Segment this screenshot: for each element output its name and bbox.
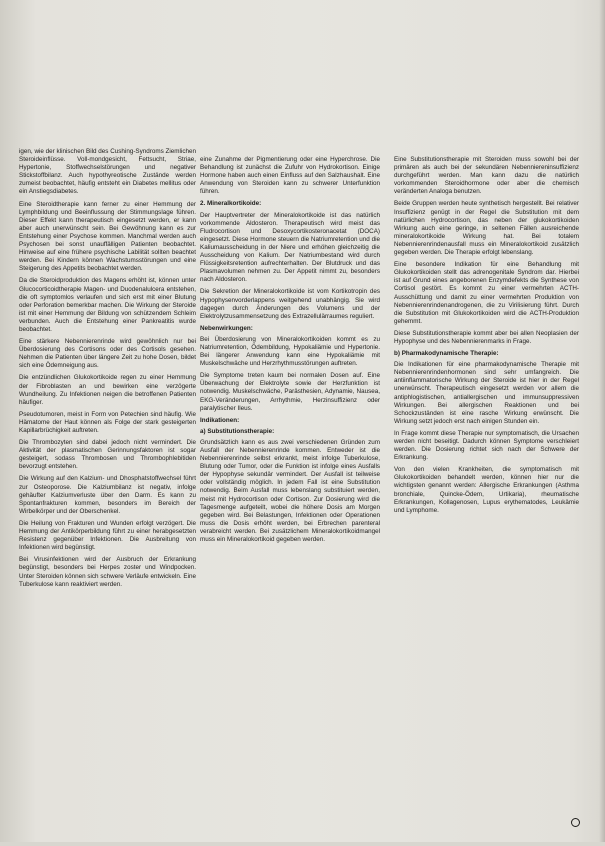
paragraph: Die Thrombozyten sind dabei jedoch nicht vermindert. Die Aktivität der plasmatischen Gerinnungsfaktoren ist sogar gesteigert, sodass Thrombosen und Thrombophlebitiden bevorzugt entstehen. — [19, 439, 196, 471]
paragraph: igen, wie der klinischen Bild des Cushing-Syndroms Ziemlichen Steroideinflüsse. Voll-mondgesicht, Fettsucht, Striae, Hypertonie, Stoffwechselstörungen und negativer Stickstoffbilanz. Auch hypothyreotische Zustände werden zumeist beobachtet, häufig entsteht ein Diabetes mellitus oder ein Anstiegsdiabetes. — [19, 148, 196, 196]
paragraph: Der Hauptvertreter der Mineralokortikoide ist das natürlich vorkommende Aldosteron. Therapeutisch wird meist das Fludrocortison und Desoxycortikosteronacetat (DOCA) eingesetzt. Diese Hormone steuern die Natriumretention und die Kaliumausscheidung in der Niere und erhöhen gleichzeitig die Ausscheidung von Kalium. Der Natriumbestand wird durch Flüssigkeitsretention aufrechterhalten. Der Blutdruck und das Plasmavolumen nehmen zu. Der Appetit nimmt zu, besonders nach Aldosteron. — [200, 211, 380, 284]
paragraph: eine Zunahme der Pigmentierung oder eine Hyperchrose. Die Behandlung ist zunächst die Zufuhr von Hydrokortison. Einige Hormone haben auch einen Einfluss auf den Salzhaushalt. Eine Anwendung von Steroiden kann zu schwerer Unterfunktion führen. — [200, 156, 380, 196]
page-end-mark-icon — [571, 818, 580, 827]
paragraph: Eine stärkere Nebennierenrinde wird gewöhnlich nur bei Überdosierung des Cortisons oder des Cortisols gesehen. Nehmen die Patienten über längere Zeit zu hohe Dosen, bildet sich eine Ödemneigung aus. — [19, 338, 196, 370]
paragraph: Grundsätzlich kann es aus zwei verschiedenen Gründen zum Ausfall der Nebennierenrinde kommen. Entweder ist die Nebennierenrinde selbst erkrankt, meist infolge Tuberkulose, Blutung oder Tumor, oder die Funktion ist infolge eines Ausfalls der Hypophyse sekundär vermindert. Der Ausfall ist teilweise oder vollständig möglich. In jedem Fall ist eine Substitution notwendig. Beim Ausfall muss lebenslang substituiert werden, meist mit Hydrocortison oder Cortison. Zur Dosierung wird die Tagesmenge aufgeteilt, wobei die höhere Dosis am Morgen gegeben wird. Bei Belastungen, Infektionen oder Operationen muss die Dosis erhöht werden, bei Erbrechen parenteral verabreicht werden. Bei zusätzlichem Mineralokortikoidmangel muss ein Mineralokortikoid gegeben werden. — [200, 438, 380, 544]
paragraph: Beide Gruppen werden heute synthetisch hergestellt. Bei relativer Insuffizienz genügt in der Regel die Substitution mit dem natürlichen Hydrocortison, das neben der glukokortikoiden Wirkung auch eine geringe, in seltenen Fällen ausreichende mineralokortikoide Wirkung hat. Bei totalem Nebennierenrindenausfall muss ein Mineralokortikoid zusätzlich gegeben werden. Die Therapie erfolgt lebenslang. — [394, 200, 579, 257]
paragraph: Die Symptome treten kaum bei normalen Dosen auf. Eine Überwachung der Elektrolyte sowie der Herzfunktion ist notwendig. Muskelschwäche, Parästhesien, Adynamie, Nausea, EKG-Veränderungen, Arrhythmie, Herzinsuffizienz oder paralytischer Ileus. — [200, 372, 380, 412]
text-column-left — [19, 148, 196, 836]
paragraph: Pseudotumoren, meist in Form von Petechien sind häufig. Wie Hämatome der Haut können als Folge der stark gesteigerten Kapillarbrüchigkeit auftreten. — [19, 410, 196, 434]
paragraph: Von den vielen Krankheiten, die symptomatisch mit Glukokortikoiden behandelt werden, können hier nur die wichtigsten genannt werden: Allergische Erkrankungen (Asthma bronchiale, Quincke-Ödem, Urtikaria), rheumatische Erkrankungen, Kollagenosen, Lupus erythematodes, Leukämie und Lymphome. — [394, 466, 579, 514]
paragraph: Bei Virusinfektionen wird der Ausbruch der Erkrankung begünstigt, besonders bei Herpes zoster und Windpocken. Unter Steroiden können sich schwere Verläufe entwickeln. Eine Tuberkulose kann reaktiviert werden. — [19, 556, 196, 588]
paragraph: Eine Steroidtherapie kann ferner zu einer Hemmung der Lymphbildung und Beeinflussung der Stimmungslage führen. Dieser Effekt kann therapeutisch eingesetzt werden, er kann aber auch unerwünscht sein. Bei Gewöhnung kann es zur Entstehung einer Psychose kommen. Manchmal werden auch Psychosen bei sonst unauffälligen Patienten beobachtet. Hinweise auf eine frühere psychische Labilität sollten beachtet werden. Bei Kindern können Wachstumsstörungen und eine Steigerung des Appetits beobachtet werden. — [19, 200, 196, 273]
text-column-right — [394, 156, 579, 846]
paragraph: In Frage kommt diese Therapie nur symptomatisch, die Ursachen werden nicht beseitigt. Dadurch können Symptome verschleiert werden. Die Dosierung richtet sich nach der Schwere der Erkrankung. — [394, 429, 579, 462]
section-heading: Indikationen: — [200, 416, 240, 424]
section-heading: 2. Mineralkortikoide: — [200, 200, 262, 208]
paragraph: Diese Substitutionstherapie kommt aber bei allen Neoplasien der Hypophyse und des Nebennierenmarks in Frage. — [394, 329, 579, 345]
page-edge-shadow — [599, 0, 605, 842]
text-column-middle — [200, 156, 380, 694]
paragraph: Eine besondere Indikation für eine Behandlung mit Glukokortikoiden stellt das adrenogenitale Syndrom dar. Hierbei ist auf Grund eines angeborenen Enzymdefekts die Synthese von Cortisol gestört. Es kommt zu einer vermehrten ACTH-Ausschüttung und damit zu einer vermehrten Produktion von Nebennierenrindenandrogenen, die zu Virilisierung führt. Durch die Substitution mit Glukokortikoiden wird die ACTH-Produktion gehemmt. — [394, 261, 579, 325]
paragraph: Die Indikationen für eine pharmakodynamische Therapie mit Nebennierenrindenhormonen sind sehr umfangreich. Die antiinflammatorische Wirkung der Steroide ist hier in der Regel unerwünscht. Therapeutisch eingesetzt werden vor allem die antiphlogistischen, antiallergischen und immunsuppressiven Wirkungen. Bei allergischen Reaktionen und bei Schockzuständen ist eine rasche Wirkung erwünscht. Die Wirkung setzt jedoch erst nach einigen Stunden ein. — [394, 361, 579, 425]
paragraph: Die entzündlichen Glukokortikoide regen zu einer Hemmung der Fibroblasten an und bewirken eine verzögerte Wundheilung. Zu Infektionen neigen die betroffenen Patienten häufiger. — [19, 374, 196, 406]
paragraph: Die Sekretion der Mineralokortikoide ist vom Kortikotropin des Hypophysenvorderlappens weitgehend unabhängig. Sie wird dagegen durch Änderungen des Volumens und der Elektrolytzusammensetzung des Extrazellulärraumes reguliert. — [200, 288, 380, 320]
paragraph: Da die Steroidproduktion des Magens erhöht ist, können unter Glucocorticoidtherapie Magen- und Duodenalulcera entstehen, die oft symptomlos verlaufen und sich erst mit einer Blutung oder Perforation bemerkbar machen. Die Wirkung der Steroide ist mit einer Hemmung der Bildung von schützendem Schleim verbunden. Auch die Entstehung einer Pankreatitis wurde beobachtet. — [19, 277, 196, 333]
paragraph: Die Heilung von Frakturen und Wunden erfolgt verzögert. Die Hemmung der Antikörperbildung führt zu einer herabgesetzten Resistenz gegenüber Infektionen. Die Ausbreitung von Infektionen wird begünstigt. — [19, 519, 196, 552]
paragraph: Eine Substitutionstherapie mit Steroiden muss sowohl bei der primären als auch bei der sekundären Nebenniereninsuffizienz durchgeführt werden. Man kann dazu die natürlich vorkommenden Steroidhormone oder aber die chemisch veränderten Analoga benutzen. — [394, 156, 579, 196]
section-heading: Nebenwirkungen: — [200, 324, 253, 332]
paragraph: Bei Überdosierung von Mineralokortikoiden kommt es zu Natriumretention, Ödembildung, Hypokaliämie und Hypertonie. Bei längerer Anwendung kann eine Hypokaliämie mit Muskelschwäche und Herzrhythmusstörungen auftreten. — [200, 335, 380, 368]
section-heading: a) Substitutionstherapie: — [200, 427, 275, 435]
section-heading: b) Pharmakodynamische Therapie: — [394, 350, 499, 358]
paragraph: Die Wirkung auf den Kalzium- und Dhosphatstoffwechsel führt zur Osteoporose. Die Kalziumbilanz ist negativ, infolge gehäufter Kalziumverluste über den Darm. Es kann zu Spontanfrakturen kommen, besonders im Bereich der Wirbelkörper und der Oberschenkel. — [19, 475, 196, 515]
